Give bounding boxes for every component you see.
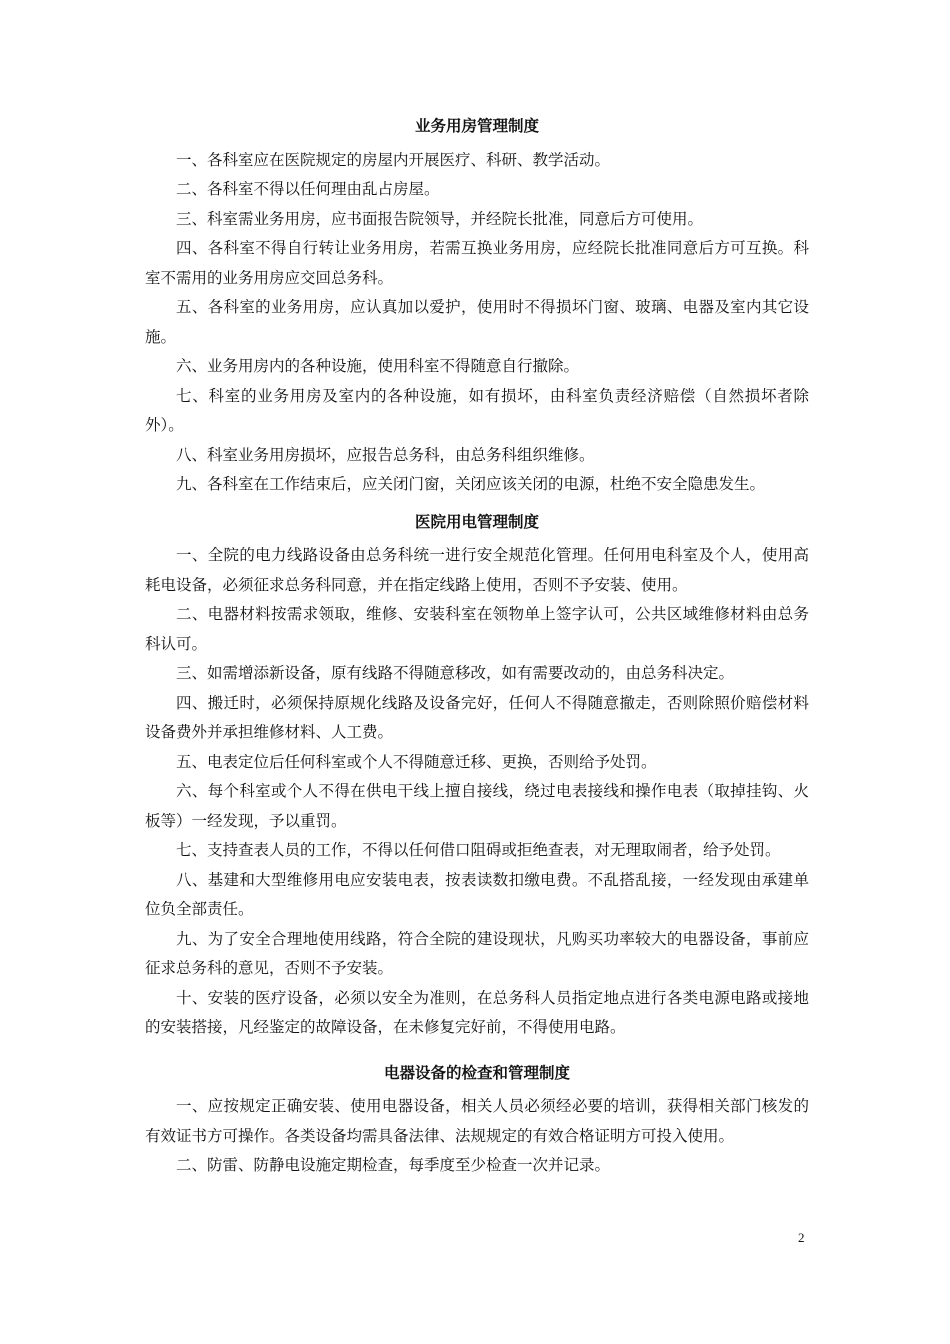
paragraph: 二、各科室不得以任何理由乱占房屋。: [176, 180, 440, 198]
paragraph: 五、各科室的业务用房，应认真加以爱护，使用时不得损坏门窗、玻璃、电器及室内其它设施。: [145, 298, 809, 346]
section-title-electrical-equipment: 电器设备的检查和管理制度: [383, 1063, 570, 1082]
paragraph: 九、各科室在工作结束后，应关闭门窗，关闭应该关闭的电源，杜绝不安全隐患发生。: [176, 475, 766, 493]
paragraph: 七、科室的业务用房及室内的各种设施，如有损坏，由科室负责经济赔偿（自然损坏者除外）。: [145, 386, 809, 434]
paragraph: 三、科室需业务用房，应书面报告院领导，并经院长批准，同意后方可使用。: [176, 209, 704, 228]
paragraph: 二、电器材料按需求领取，维修、安装科室在领物单上签字认可，公共区域维修材料由总务科认可。: [145, 605, 809, 653]
paragraph: 六、每个科室或个人不得在供电干线上擅自接线，绕过电表接线和操作电表（取掉挂钩、火板等）一经发现，予以重罚。: [145, 782, 809, 830]
paragraph: 一、全院的电力线路设备由总务科统一进行安全规范化管理。任何用电科室及个人，使用高耗电设备，必须征求总务科同意，并在指定线路上使用，否则不予安装、使用。: [145, 546, 809, 594]
paragraph: 五、电表定位后任何科室或个人不得随意迁移、更换，否则给予处罚。: [176, 752, 657, 771]
document-page: [145, 112, 809, 1181]
paragraph: 七、支持查表人员的工作，不得以任何借口阻碍或拒绝查表，对无理取闹者，给予处罚。: [176, 841, 781, 859]
section-title-electricity: 医院用电管理制度: [414, 512, 539, 531]
paragraph: 四、各科室不得自行转让业务用房，若需互换业务用房，应经院长批准同意后方可互换。科室不需用的业务用房应交回总务科。: [145, 239, 809, 287]
section-title-business-rooms: 业务用房管理制度: [414, 117, 539, 135]
paragraph: 三、如需增添新设备，原有线路不得随意移改，如有需要改动的，由总务科决定。: [176, 664, 735, 682]
paragraph: 八、科室业务用房损坏，应报告总务科，由总务科组织维修。: [176, 445, 595, 464]
paragraph: 一、各科室应在医院规定的房屋内开展医疗、科研、教学活动。: [176, 150, 611, 169]
page-number: 2: [798, 1230, 805, 1245]
paragraph: 九、为了安全合理地使用线路，符合全院的建设现状，凡购买功率较大的电器设备，事前应征求总务科的意见，否则不予安装。: [145, 929, 809, 977]
paragraph: 二、防雷、防静电设施定期检查，每季度至少检查一次并记录。: [176, 1156, 611, 1174]
paragraph: 六、业务用房内的各种设施，使用科室不得随意自行撤除。: [176, 357, 580, 375]
paragraph: 一、应按规定正确安装、使用电器设备，相关人员必须经必要的培训，获得相关部门核发的有效证书方可操作。各类设备均需具备法律、法规规定的有效合格证明方可投入使用。: [145, 1097, 809, 1145]
paragraph: 八、基建和大型维修用电应安装电表，按表读数扣缴电费。不乱搭乱接，一经发现由承建单位负全部责任。: [145, 870, 809, 918]
paragraph: 四、搬迁时，必须保持原规化线路及设备完好，任何人不得随意撤走，否则除照价赔偿材料设备费外并承担维修材料、人工费。: [145, 693, 809, 741]
paragraph: 十、安装的医疗设备，必须以安全为准则，在总务科人员指定地点进行各类电源电路或接地的安装搭接，凡经鉴定的故障设备，在未修复完好前，不得使用电路。: [145, 988, 809, 1036]
